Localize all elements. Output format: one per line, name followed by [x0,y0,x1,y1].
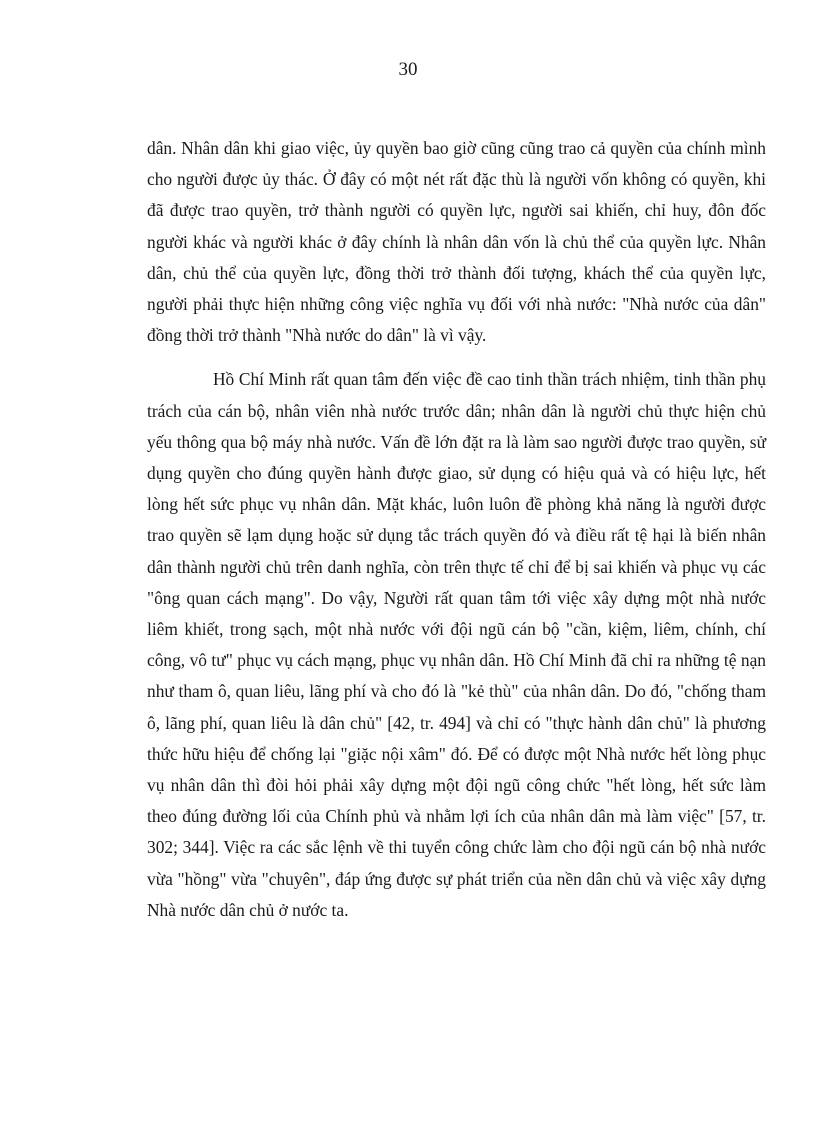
paragraph-ho-chi-minh: Hồ Chí Minh rất quan tâm đến việc đề cao tinh thần trách nhiệm, tinh thần phụ trách của cán bộ, nhân viên nhà nước trước dân; nhân dân là người chủ thực hiện chủ yếu thông qua bộ máy nhà nước. Vấn đề lớn đặt ra là làm sao người được trao quyền, sử dụng quyền cho đúng quyền hành được giao, sử dụng có hiệu quả và có hiệu lực, hết lòng hết sức phục vụ nhân dân. Mặt khác, luôn luôn đề phòng khả năng là người được trao quyền sẽ lạm dụng hoặc sử dụng tắc trách quyền đó và điều rất tệ hại là biến nhân dân thành người chủ trên danh nghĩa, còn trên thực tế chỉ để bị sai khiến và phục vụ các "ông quan cách mạng". Do vậy, Người rất quan tâm tới việc xây dựng một nhà nước liêm khiết, trong sạch, một nhà nước với đội ngũ cán bộ "cần, kiệm, liêm, chính, chí công, vô tư" phục vụ cách mạng, phục vụ nhân dân. Hồ Chí Minh đã chỉ ra những tệ nạn như tham ô, quan liêu, lãng phí và cho đó là "kẻ thù" của nhân dân. Do đó, "chống tham ô, lãng phí, quan liêu là dân chủ" [42, tr. 494] và chỉ có "thực hành dân chủ" là phương thức hữu hiệu để chống lại "giặc nội xâm" đó. Để có được một Nhà nước hết lòng phục vụ nhân dân thì đòi hỏi phải xây dựng một đội ngũ công chức "hết lòng, hết sức làm theo đúng đường lối của Chính phủ và nhằm lợi ích của nhân dân mà làm việc" [57, tr. 302; 344]. Việc ra các sắc lệnh về thi tuyển công chức làm cho đội ngũ cán bộ nhà nước vừa "hồng" vừa "chuyên", đáp ứng được sự phát triển của nền dân chủ và việc xây dựng Nhà nước dân chủ ở nước ta. [147,369,766,920]
page-number: 30 [398,59,418,80]
body-text [147,133,766,926]
paragraph-continuation: dân. Nhân dân khi giao việc, ủy quyền bao giờ cũng cũng trao cả quyền của chính mình cho người được ủy thác. Ở đây có một nét rất đặc thù là người vốn không có quyền, khi đã được trao quyền, trở thành người có quyền lực, người sai khiến, chỉ huy, đôn đốc người khác và người khác ở đây chính là nhân dân vốn là chủ thể của quyền lực. Nhân dân, chủ thể của quyền lực, đồng thời trở thành đối tượng, khách thể của quyền lực, người phải thực hiện những công việc nghĩa vụ đối với nhà nước: "Nhà nước của dân" đồng thời trở thành "Nhà nước do dân" là vì vậy. [147,138,766,346]
